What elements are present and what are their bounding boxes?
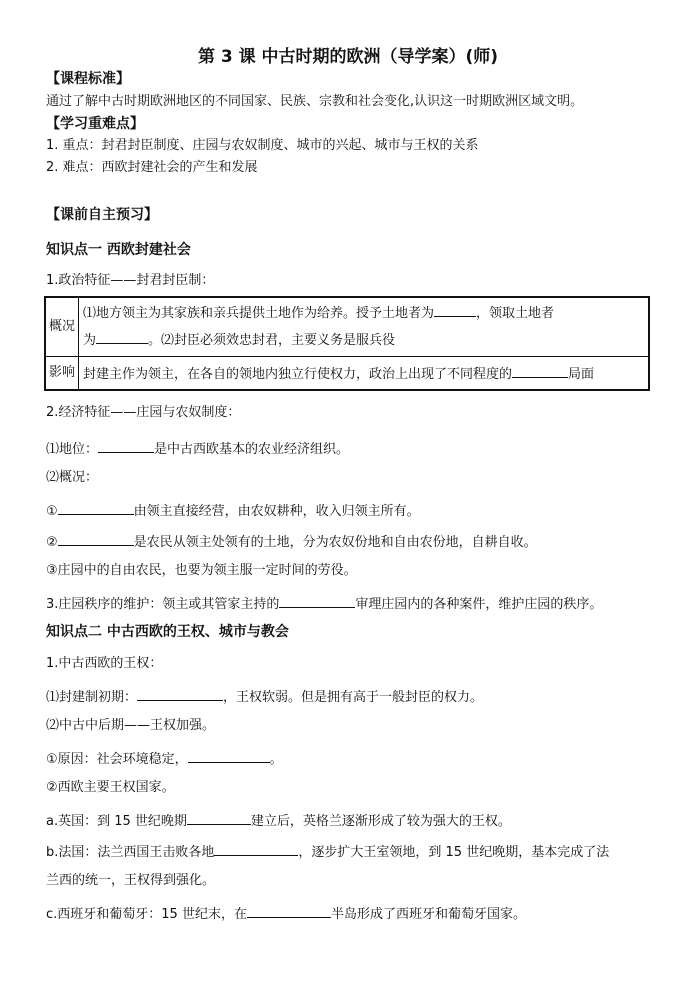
manor-status-label: ⑴地位：	[46, 442, 99, 457]
overview-text-2b: 。⑵封臣必须效忠封君，主要义务是服兵役	[148, 333, 396, 348]
row-head-overview: 概况	[45, 297, 79, 357]
manor-item-1	[46, 500, 420, 521]
cause-text: ①原因：社会环境稳定，	[46, 752, 188, 767]
knowledge-point-2-heading: 知识点二 中古西欧的王权、城市与教会	[46, 624, 289, 640]
england-text-b: 建立后，英格兰逐渐形成了较为强大的王权。	[250, 814, 511, 829]
spain-portugal	[46, 903, 526, 924]
overview-text-1a: ⑴地方领主为其家族和亲兵提供土地作为给养。授予土地者为	[83, 306, 435, 321]
row-head-influence: 影响	[45, 357, 79, 391]
knowledge-point-1-heading: 知识点一 西欧封建社会	[46, 242, 191, 258]
spain-text-a: c.西班牙和葡萄牙：15 世纪末，在	[46, 907, 247, 922]
answer-blank[interactable]	[512, 363, 568, 378]
influence-text-a: 封建主作为领主，在各自的领地内独立行使权力，政治上出现了不同程度的	[83, 366, 513, 382]
feudal-table	[44, 296, 650, 391]
answer-blank[interactable]	[434, 302, 476, 317]
england	[46, 810, 511, 831]
answer-blank[interactable]	[98, 438, 154, 453]
preview-heading: 【课前自主预习】	[46, 207, 158, 223]
overview-text-1b: ，领取土地者	[476, 306, 555, 321]
later-period: ⑵中古中后期——王权加强。	[46, 718, 216, 733]
course-standard-heading: 【课程标准】	[46, 71, 130, 87]
england-text-a: a.英国：到 15 世纪晚期	[46, 814, 187, 829]
key-point-1: 1. 重点：封君封臣制度、庄园与农奴制度、城市的兴起、城市与王权的关系	[46, 138, 479, 153]
overview-text-2a: 为	[83, 333, 97, 348]
answer-blank[interactable]	[58, 531, 134, 546]
answer-blank[interactable]	[279, 593, 355, 608]
manor-status	[46, 438, 349, 459]
cause	[46, 748, 283, 769]
answer-blank[interactable]	[188, 748, 270, 763]
spain-text-b: 半岛形成了西班牙和葡萄牙国家。	[330, 907, 526, 922]
royal-power: 1.中古西欧的王权：	[46, 656, 163, 671]
early-feudal-text: ，王权软弱。但是拥有高于一般封臣的权力。	[223, 690, 484, 705]
manor-item-3: ③庄园中的自由农民，也要为领主服一定时间的劳役。	[46, 563, 357, 578]
answer-blank[interactable]	[187, 810, 251, 825]
manor-order	[46, 593, 602, 614]
manor-order-text-b: 审理庄园内的各种案件，维护庄园的秩序。	[355, 597, 603, 612]
cause-end: 。	[269, 752, 283, 767]
influence-text-b: 局面	[568, 366, 595, 382]
manor-status-text: 是中古西欧基本的农业经济组织。	[154, 442, 350, 457]
row-content-overview	[79, 297, 650, 357]
france-text-b: ，逐步扩大王室领地，到 15 世纪晚期，基本完成了法	[298, 845, 610, 860]
item-marker: ②	[46, 535, 58, 550]
table-row	[45, 357, 649, 391]
early-feudal-label: ⑴封建制初期：	[46, 690, 138, 705]
item-text: 由领主直接经营，由农奴耕种，收入归领主所有。	[133, 504, 420, 519]
table-row	[45, 297, 649, 357]
economic-feature: 2.经济特征——庄园与农奴制度：	[46, 405, 241, 420]
row-content-influence	[79, 357, 650, 391]
answer-blank[interactable]	[214, 841, 298, 856]
answer-blank[interactable]	[58, 500, 134, 515]
main-countries: ②西欧主要王权国家。	[46, 780, 175, 795]
political-feature: 1.政治特征——封君封臣制：	[46, 273, 215, 288]
key-points-heading: 【学习重难点】	[46, 116, 144, 132]
answer-blank[interactable]	[247, 903, 331, 918]
early-feudal	[46, 686, 483, 707]
manor-overview: ⑵概况：	[46, 470, 99, 485]
france	[46, 841, 609, 862]
item-text: 是农民从领主处领有的土地，分为农奴份地和自由农份地，自耕自收。	[133, 535, 537, 550]
course-standard-text: 通过了解中古时期欧洲地区的不同国家、民族、宗教和社会变化,认识这一时期欧洲区域文明。	[46, 94, 584, 109]
france-text-a: b.法国：法兰西国王击败各地	[46, 845, 215, 860]
answer-blank[interactable]	[137, 686, 223, 701]
manor-item-2	[46, 531, 537, 552]
page-title: 第 3 课 中古时期的欧洲（导学案）(师)	[197, 47, 499, 67]
france-cont: 兰西的统一，王权得到强化。	[46, 873, 216, 888]
answer-blank[interactable]	[96, 329, 148, 344]
item-marker: ①	[46, 504, 58, 519]
key-point-2: 2. 难点：西欧封建社会的产生和发展	[46, 160, 258, 175]
manor-order-text-a: 3.庄园秩序的维护：领主或其管家主持的	[46, 597, 280, 612]
